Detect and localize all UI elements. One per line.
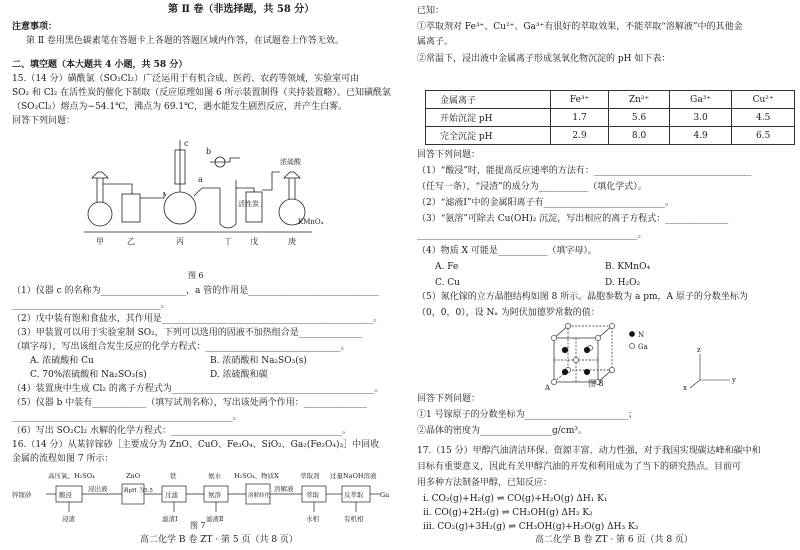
q17-intro-line: 17.（15 分）甲醇汽油清洁环保、资源丰富、动力性强，对于我国实现碳达峰和碳中和: [417, 446, 761, 456]
legend-ga: Ga: [638, 343, 648, 351]
q16-sub-5-item-2: ②晶体的密度为________________g/cm³。: [417, 426, 587, 436]
table-cell: 5.6: [609, 109, 670, 127]
axis-y: y: [732, 376, 736, 384]
flow-bottom-label: 有机相: [344, 515, 364, 523]
q16-option-b: B. KMnO₄: [605, 262, 651, 272]
table-cell: 8.0: [609, 127, 670, 145]
figure-6-apparatus: [80, 132, 324, 252]
flow-top-label: 高压氧、H₂SO₄: [48, 472, 95, 480]
flow-top-label: H₂SO₄、物质X: [234, 472, 279, 480]
q16-sub-1-cont: （任写一条），“浸渣”的成分为___________（填化学式）。: [417, 182, 647, 192]
figure-6-caption: 图 6: [188, 271, 204, 280]
figure-7-caption: 图 7: [190, 521, 206, 530]
known-line: ①萃取剂对 Fe³⁺、Cu²⁺、Ga³⁺有很好的萃取效果，不能萃取“溶解液”中的其他金: [417, 22, 743, 32]
table-cell: 4.5: [732, 109, 795, 127]
table-cell: 开始沉淀 pH: [426, 109, 551, 127]
q15-intro-line: （SO₂Cl₂）熔点为−54.1℃，沸点为 69.1℃，遇水能发生剧烈反应，并产生白雾。: [12, 102, 348, 112]
known-title: 已知：: [417, 6, 445, 16]
right-page: [405, 0, 800, 550]
figure-8-caption: 图 8: [588, 379, 604, 388]
q15-intro-line: 15.（14 分）磺酰氯（SO₂Cl₂）广泛运用于有机合成、医药、农药等领域，实验室可由: [12, 74, 360, 84]
flow-top-label: 氨水: [208, 472, 221, 480]
table-header-cell: 金属离子: [426, 91, 551, 109]
q15-option-a: A. 浓硫酸和 Cu: [30, 356, 94, 366]
flow-box-label: 浸出液: [88, 485, 108, 493]
q15-sub-4: （4）装置庚中生成 Cl₂ 的离子方程式为_____________________________________________。: [12, 384, 384, 394]
q15-sub-3-cont: （填字母），写出该组合发生反应的化学方程式：______________________________。: [12, 342, 350, 352]
notice-title: 注意事项：: [12, 22, 58, 32]
utube-ding: [220, 180, 236, 228]
fig6-label-wu: 戊: [250, 237, 258, 246]
q16-sub-3-cont: _________________________________________________。: [417, 230, 647, 240]
q16-sub-5: （5）氮化镓的立方晶胞结构如图 8 所示。晶胞参数为 a pm，A 原子的分数坐标为: [417, 292, 748, 302]
table-cell: 1.7: [551, 109, 609, 127]
flow-box-label: 萃取: [306, 491, 319, 499]
known-line: 属离子。: [417, 37, 454, 47]
fig6-label-c: c: [184, 139, 189, 148]
answer-title: 回答下列问题：: [417, 150, 481, 160]
q15-sub-3: （3）甲装置可以用于实验室制 SO₂，下列可以选用的固液不加热组合是______________: [12, 328, 362, 338]
fig6-label-carbon: 活性炭: [238, 200, 259, 208]
atom-a-label: A: [545, 384, 551, 392]
answer-title-2: 回答下列问题：: [417, 394, 481, 404]
fig6-label-bing: 丙: [176, 237, 184, 246]
axis-x: x: [683, 384, 687, 392]
fig6-label-kmno4: KMnO₄: [298, 218, 324, 226]
flow-end: Ga: [380, 491, 390, 499]
legend-n: N: [638, 331, 645, 339]
q17-intro-line: 目标有重要意义，因此有关甲醇汽油的开发和利用成为了当下的研究热点。目前可: [417, 462, 742, 472]
table-header-cell: Zn²⁺: [609, 91, 670, 109]
figure-8-crystal-cell: [540, 320, 750, 392]
table-cell: 完全沉淀 pH: [426, 127, 551, 145]
reaction-i: ⅰ. CO₂(g)+H₂(g) ⇌ CO(g)+H₂O(g) ΔH₁ K₁: [423, 494, 608, 504]
table-row: [426, 109, 795, 127]
right-footer: 高二化学 B 卷 ZT · 第 6 页（共 8 页）: [535, 535, 693, 545]
flow-bottom-label: 水相: [306, 515, 319, 523]
reaction-iii: ⅲ. CO₂(g)+3H₂(g) ⇌ CH₃OH(g)+H₂O(g) ΔH₃ K₃: [423, 522, 639, 532]
flow-box-label: 溶解转化: [248, 493, 271, 499]
flask-jia: [88, 202, 112, 226]
flow-bottom-label: 滤液Ⅱ: [206, 515, 224, 523]
q16-option-c: C. Cu: [435, 278, 460, 288]
notice-text: 第 Ⅱ 卷用黑色碳素笔在答题卡上各题的答题区域内作答，在试题卷上作答无效。: [26, 36, 344, 46]
flow-box-label: 过滤: [165, 491, 178, 499]
q16-option-d: D. H₂O₂: [605, 278, 641, 288]
q16-sub-5-item-1: ①1 号镓原子的分数坐标为_______________________；: [417, 410, 638, 420]
q15-sub-5: （5）仪器 b 中装有____________（填写试剂名称），写出该处两个作用：______________: [12, 398, 367, 408]
left-footer: 高二化学 B 卷 ZT · 第 5 页（共 8 页）: [140, 535, 298, 545]
q15-sub-6: （6）写出 SO₂Cl₂ 水解的化学方程式：______________________________________。: [12, 426, 351, 436]
table-header-cell: Cu²⁺: [732, 91, 795, 109]
part-title: 二、填空题（本大题共 4 小题，共 58 分）: [12, 60, 188, 70]
axis-z: z: [697, 346, 701, 354]
flow-box-label: 酸浸: [59, 491, 72, 499]
table-row: [426, 91, 795, 109]
flow-top-label: ZnO: [126, 472, 141, 480]
q15-sub-5-cont: _________________________________________________。: [12, 412, 242, 422]
q16-intro-line: 16.（14 分）从某锌镓砂［主要成分为 ZnO、CuO、Fe₃O₄、SiO₂、Ga₂(Fe₂O₄)₃］中回收: [12, 440, 380, 450]
table-header-cell: Ga³⁺: [669, 91, 731, 109]
fig6-label-jia: 甲: [96, 237, 104, 246]
flow-bottom-label: 滤渣Ⅰ: [162, 515, 178, 523]
q16-intro-line: 金属的流程如图 7 所示：: [12, 454, 114, 464]
table-row: [426, 127, 795, 145]
fig6-label-yi: 乙: [127, 237, 135, 246]
q15-option-d: D. 浓硫酸和碳: [210, 370, 268, 380]
q16-sub-4: （4）物质 X 可能是___________（填字母）。: [417, 246, 597, 256]
table-cell: 4.9: [669, 127, 731, 145]
flow-box-label: 反萃取: [344, 491, 364, 499]
section-title: 第 Ⅱ 卷（非选择题，共 58 分）: [168, 4, 315, 15]
q15-intro-line: 回答下列问题：: [12, 116, 76, 126]
q15-intro-line: SO₂ 和 Cl₂ 在活性炭的催化下制取（反应原理如图 6 所示装置制得（夹持装置略）。已知磺酰氯: [12, 88, 392, 98]
known-line: ②常温下，浸出液中金属离子形成氢氧化物沉淀的 pH 如下表：: [417, 54, 671, 64]
precipitation-ph-table: [425, 90, 795, 145]
flow-box-label: 调pH 为5.5: [123, 488, 153, 494]
reaction-ii: ⅱ. CO(g)+2H₂(g) ⇌ CH₃OH(g) ΔH₂ K₂: [423, 508, 593, 518]
q16-sub-5-cont: （0，0，0），设 Nₐ 为阿伏加德罗常数的值：: [417, 308, 600, 318]
flow-box-label: 氨溶: [208, 491, 221, 499]
fig6-label-geng: 庚: [288, 237, 296, 246]
q15-sub-1-cont: _________________________________。: [12, 300, 170, 310]
q16-sub-3: （3）“氨溶”可除去 Cu(OH)₂ 沉淀，写出相应的离子方程式：______________: [417, 214, 729, 224]
figure-7-flowchart: [12, 466, 392, 526]
fig6-label-h2so4: 浓硫酸: [280, 158, 301, 166]
q16-option-a: A. Fe: [435, 262, 459, 272]
table-cell: 2.9: [551, 127, 609, 145]
q16-sub-1: （1）“酸浸”时，能提高反应速率的方法有：___________________________________: [417, 166, 752, 176]
table-header-cell: Fe³⁺: [551, 91, 609, 109]
q15-option-b: B. 浓硝酸和 Na₂SO₃(s): [210, 356, 307, 366]
q15-option-c: C. 70%浓硫酸和 Na₂SO₃(s): [30, 370, 147, 380]
fig6-label-ding: 丁: [224, 237, 232, 246]
bottle-yi: [122, 194, 140, 222]
flow-top-label: 萃取剂: [300, 472, 320, 480]
flow-top-label: 过量NaOH溶液: [330, 472, 377, 480]
flow-start: 锌镓砂: [12, 491, 32, 499]
fig6-label-a: a: [198, 175, 203, 184]
flask-bing: [164, 192, 196, 224]
flow-bottom-label: 浸渣: [62, 515, 75, 523]
flow-top-label: 铁: [170, 472, 177, 480]
q15-sub-1: （1）仪器 c 的名称为___________________，a 管的作用是_____________________________: [12, 286, 379, 296]
q17-intro-line: 用多种方法制备甲醇，已知反应：: [417, 478, 553, 488]
flow-box-label: 溶解液: [274, 485, 294, 493]
fig6-label-b: b: [206, 147, 212, 156]
q16-sub-2: （2）“滤液Ⅰ”中的金属阳离子有___________________________。: [417, 198, 674, 208]
table-cell: 6.5: [732, 127, 795, 145]
table-cell: 3.0: [669, 109, 731, 127]
q15-sub-2: （2）戊中装有饱和食盐水，其作用是_______________________________________________。: [12, 314, 383, 324]
